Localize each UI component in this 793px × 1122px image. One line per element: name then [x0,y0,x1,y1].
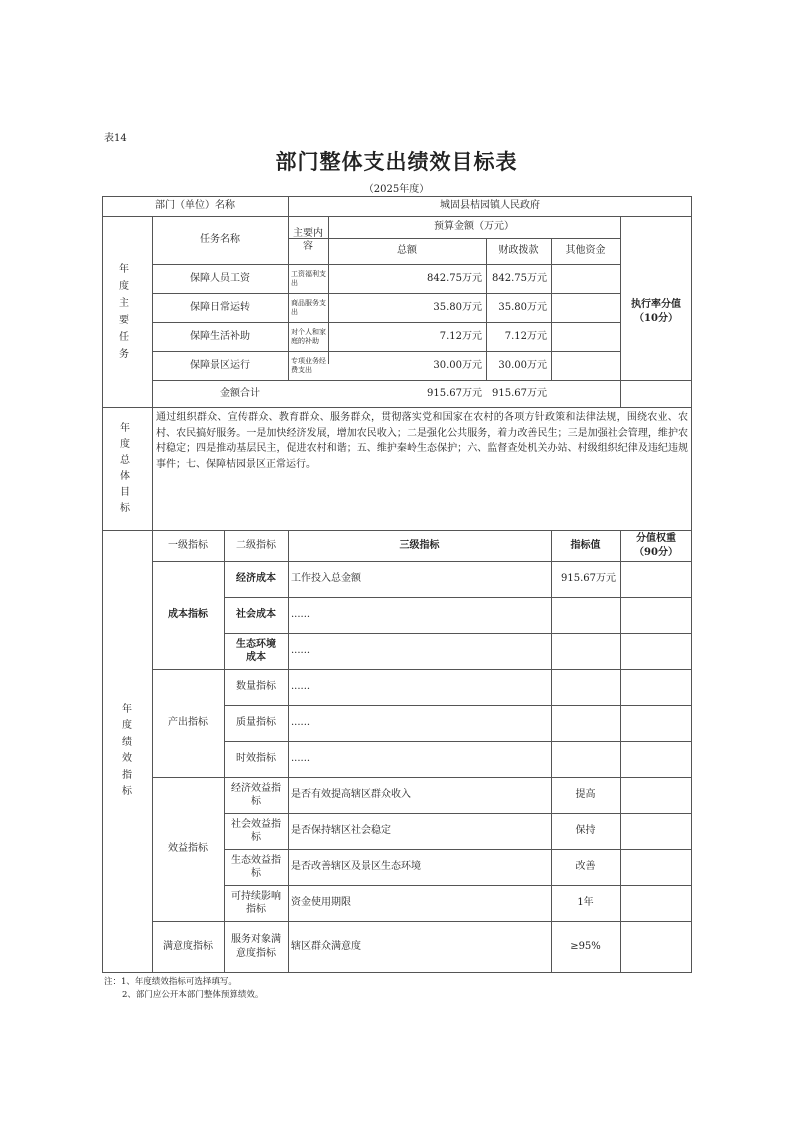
col-level2: 二级指标 [236,539,276,551]
level2-indicator: 生态效益指标 [231,854,281,879]
dept-name-value: 城固县桔园镇人民政府 [440,200,540,212]
footnote-1: 注：1、年度绩效指标可选择填写。 [104,977,237,987]
task-other [551,264,620,293]
annual-goals-label: 年度总体目标 [120,422,134,514]
annual-goals-text: 通过组织群众、宣传群众、教育群众、服务群众，贯彻落实党和国家在农村的各项方针政策和法律法规，围绕农业、农村、农民搞好服务。一是加快经济发展，增加农民收入；二是强化公共服务，着力改善民生；三是加强社会管理，维护农村稳定；四是推动基层民主，促进农村和谐；五、维护秦岭生态保护；六、监督查处机关办站、村级组织纪律及违纪违规事件；七、保障桔园景区正常运行。 [156,412,688,470]
task-content: 商品服务支出 [291,298,326,316]
output-indicator-label: 产出指标 [168,717,208,729]
grid-line [620,530,621,972]
indicator-value [551,705,620,741]
level2-indicator: 社会成本 [236,609,276,621]
grid-line [102,972,692,973]
annual-tasks-label: 年度主要任务 [119,263,135,360]
level3-indicator: 是否改善辖区及景区生态环境 [291,861,421,873]
footnotes [104,976,263,1002]
indicator-value [551,669,620,705]
sum-fiscal: 915.67万元 [492,387,547,399]
indicator-value [551,741,620,777]
col-other-funds: 其他资金 [565,245,606,257]
task-other [551,293,620,322]
sum-label: 金额合计 [220,387,260,399]
indicator-value: 改善 [575,861,596,873]
level3-indicator: 是否保持辖区社会稳定 [291,825,391,837]
indicator-value [551,597,620,633]
indicator-value [551,633,620,669]
indicator-value: ≥95% [570,940,601,952]
task-fiscal: 30.00万元 [498,359,547,371]
level2-indicator: 服务对象满意度指标 [231,934,281,959]
task-fiscal: 842.75万元 [492,272,547,284]
page-title: 部门整体支出绩效目标表 [275,150,518,174]
indicator-value: 提高 [575,789,596,801]
col-task-name: 任务名称 [200,234,240,246]
indicator-value: 1年 [577,897,594,909]
level3-indicator: 是否有效提高辖区群众收入 [291,789,411,801]
level3-indicator: ...... [291,681,311,693]
level2-indicator: 可持续影响指标 [231,890,281,915]
task-name: 保障景区运行 [190,359,250,371]
indicator-value: 保持 [575,825,596,837]
task-content: 工资福利支出 [291,269,326,287]
col-level3: 三级指标 [399,539,440,551]
satisfaction-indicator-label: 满意度指标 [163,940,213,952]
task-content: 对个人和家庭的补助 [291,327,326,345]
col-weight: 分值权重（90分） [634,533,678,558]
level3-indicator: ...... [291,717,311,729]
task-total: 30.00万元 [433,359,482,371]
task-other [551,322,620,351]
level3-indicator: 工作投入总金额 [291,573,361,585]
task-fiscal: 35.80万元 [498,301,547,313]
col-level1: 一级指标 [168,539,208,551]
task-other [551,351,620,380]
benefit-indicator-label: 效益指标 [168,843,208,855]
level3-indicator: 资金使用期限 [291,897,351,909]
task-total: 842.75万元 [427,272,482,284]
task-fiscal: 7.12万元 [504,330,547,342]
performance-table [102,196,692,973]
task-total: 35.80万元 [433,301,482,313]
task-content: 专项业务经费支出 [291,356,326,374]
level2-indicator: 时效指标 [236,753,276,765]
level2-indicator: 经济成本 [236,573,276,585]
grid-line [102,407,692,408]
execution-rate-score-label: 执行率分值（10分） [631,299,681,324]
perf-indicators-label: 年度绩效指标 [122,703,132,797]
level3-indicator: ...... [291,609,311,621]
level3-indicator: ...... [291,645,311,657]
level2-indicator: 数量指标 [236,681,276,693]
level2-indicator: 经济效益指标 [231,782,281,807]
level3-indicator: 辖区群众满意度 [291,940,361,952]
col-total: 总额 [397,245,417,257]
table-number: 表14 [104,133,127,144]
level2-indicator: 社会效益指标 [231,818,281,843]
col-fiscal: 财政拨款 [498,245,539,257]
sum-total: 915.67万元 [427,387,482,399]
task-name: 保障日常运转 [190,301,250,313]
indicator-value: 915.67万元 [561,573,616,585]
task-name: 保障生活补助 [190,330,250,342]
col-budget-amount: 预算金额（万元） [434,221,514,233]
task-name: 保障人员工资 [190,272,250,284]
cost-indicator-label: 成本指标 [168,609,208,621]
level2-indicator: 生态环境成本 [236,638,276,663]
task-total: 7.12万元 [439,330,482,342]
level3-indicator: ...... [291,753,311,765]
col-indicator-value: 指标值 [570,539,601,551]
level2-indicator: 质量指标 [236,717,276,729]
col-main-content: 主要内容 [293,227,323,252]
footnote-2: 2、部门应公开本部门整体预算绩效。 [122,989,264,1000]
fiscal-year: （2025年度） [363,184,430,195]
dept-name-label: 部门（单位）名称 [155,200,235,212]
